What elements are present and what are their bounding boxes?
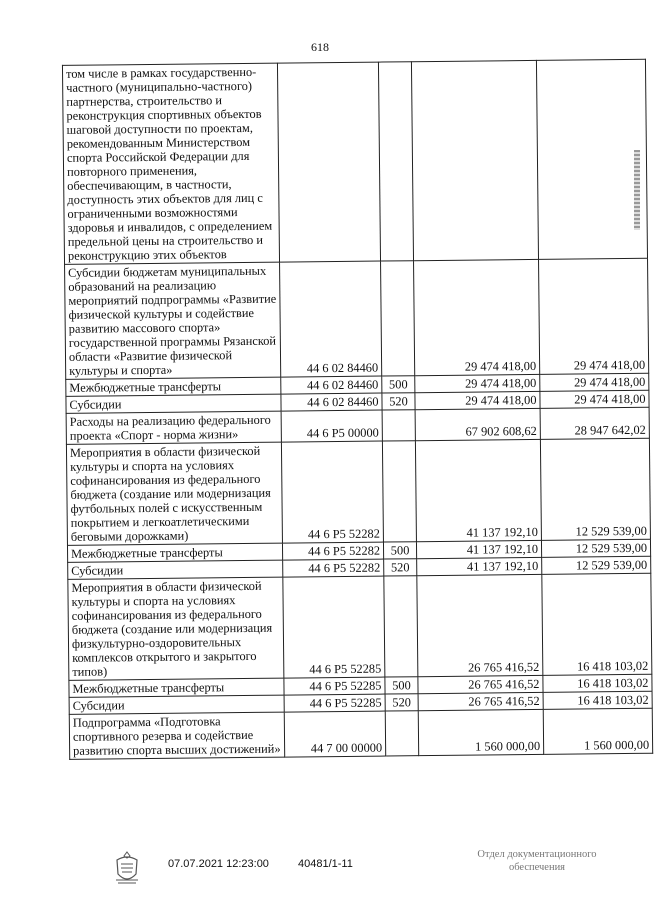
cell-sum2 <box>536 59 647 259</box>
footer-datetime: 07.07.2021 12:23:00 <box>168 858 269 870</box>
cell-text: Мероприятия в области физической культуры и спорта на условиях софинансирования из федерального бюджета (создание или модернизация футбольных полей с искусственным покрытием и легкоатлетическими беговыми дорожками) <box>66 442 282 545</box>
cell-code: 44 6 02 84460 <box>281 376 382 394</box>
department-stamp <box>462 848 612 874</box>
cell-sum1: 41 137 192,10 <box>416 540 541 558</box>
cell-vr <box>385 711 418 756</box>
cell-code: 44 6 P5 52282 <box>281 441 383 543</box>
cell-code: 44 6 02 84460 <box>280 261 382 377</box>
cell-code: 44 6 P5 52285 <box>284 677 385 695</box>
cell-vr <box>378 62 413 261</box>
cell-code: 44 6 P5 00000 <box>281 410 382 442</box>
cell-code: 44 6 P5 52285 <box>284 694 385 712</box>
page-number: 618 <box>311 40 329 54</box>
cell-text: Субсидии бюджетам муниципальных образований на реализацию мероприятий подпрограммы «Развитие физической культуры и содействие развитию массового спорта» государственной программы Рязанской области «Развитие физической культуры и спорта» <box>65 262 281 379</box>
cell-vr <box>384 576 418 677</box>
budget-table-body <box>62 59 652 759</box>
cell-sum1: 67 902 608,62 <box>415 408 540 440</box>
cell-vr <box>382 410 415 441</box>
cell-code: 44 6 P5 52282 <box>282 542 383 560</box>
cell-code: 44 6 02 84460 <box>281 393 382 411</box>
cell-sum1: 29 474 418,00 <box>415 374 540 392</box>
cell-code <box>277 62 380 262</box>
cell-text: Субсидии <box>66 394 281 413</box>
cell-sum1: 41 137 192,10 <box>415 439 541 541</box>
cell-vr: 500 <box>385 677 418 694</box>
stamp-line-1: Отдел документационного <box>477 849 597 860</box>
cell-vr: 520 <box>382 393 415 410</box>
cell-text: Субсидии <box>68 560 283 579</box>
cell-code: 44 7 00 00000 <box>284 711 385 757</box>
cell-vr <box>381 261 415 376</box>
cell-sum2: 12 529 539,00 <box>540 438 650 540</box>
cell-sum2: 1 560 000,00 <box>543 708 652 754</box>
footer-doc-number: 40481/1-11 <box>298 858 353 870</box>
cell-text: Подпрограмма «Подготовка спортивного резерва и содействие развитию спорта высших достижений» <box>69 712 284 759</box>
cell-sum1: 26 765 416,52 <box>417 574 543 676</box>
table-row <box>65 258 649 379</box>
cell-sum2: 12 529 539,00 <box>541 539 650 557</box>
cell-sum2: 29 474 418,00 <box>540 373 649 391</box>
coat-of-arms-icon <box>112 850 142 886</box>
cell-text: том числе в рамках государственно-частного (муниципально-частного) партнерства, строительство и реконструкция спортивных объектов шаговой доступности по проектам, рекомендованным Министерством спорта Российской Федерации для повторного применения, обеспечивающим, в частности, доступность этих объектов для лиц с ограниченными возможностями здоровья и инвалидов, с определением предельной цены на строительство и реконструкцию этих объектов <box>62 63 279 264</box>
cell-vr <box>382 441 416 542</box>
budget-table <box>62 59 653 760</box>
cell-text: Межбюджетные трансферты <box>66 377 281 396</box>
table-row <box>69 708 652 759</box>
cell-vr: 520 <box>384 559 417 576</box>
cell-sum1: 29 474 418,00 <box>414 259 540 375</box>
cell-text: Субсидии <box>69 695 284 714</box>
cell-sum2: 29 474 418,00 <box>540 390 649 408</box>
cell-sum2: 16 418 103,02 <box>542 573 652 675</box>
cell-text: Межбюджетные трансферты <box>67 543 282 562</box>
cell-sum1 <box>411 60 538 260</box>
cell-code: 44 6 P5 52285 <box>283 576 385 678</box>
cell-sum1: 26 765 416,52 <box>418 692 543 710</box>
cell-sum2: 28 947 642,02 <box>540 407 649 439</box>
cell-vr: 500 <box>383 542 416 559</box>
cell-sum2: 16 418 103,02 <box>543 674 652 692</box>
cell-text: Расходы на реализацию федерального проекта «Спорт - норма жизни» <box>66 411 281 444</box>
cell-sum1: 29 474 418,00 <box>415 391 540 409</box>
table-row <box>68 573 652 680</box>
cell-vr: 500 <box>382 376 415 393</box>
cell-sum2: 12 529 539,00 <box>542 556 651 574</box>
cell-sum2: 29 474 418,00 <box>539 258 649 374</box>
cell-code: 44 6 P5 52282 <box>283 559 384 577</box>
cell-sum2: 16 418 103,02 <box>543 691 652 709</box>
cell-sum1: 26 765 416,52 <box>418 675 543 693</box>
cell-sum1: 41 137 192,10 <box>417 557 542 575</box>
cell-text: Мероприятия в области физической культуры и спорта на условиях софинансирования из федерального бюджета (создание или модернизация физкультурно-оздоровительных комплексов открытого и закрытого типов) <box>68 577 284 680</box>
table-row <box>62 59 647 264</box>
cell-text: Межбюджетные трансферты <box>69 678 284 697</box>
cell-sum1: 1 560 000,00 <box>418 709 543 755</box>
page-footer <box>0 848 640 898</box>
table-row <box>66 438 650 545</box>
stamp-line-2: обеспечения <box>508 862 566 873</box>
cell-vr: 520 <box>385 694 418 711</box>
